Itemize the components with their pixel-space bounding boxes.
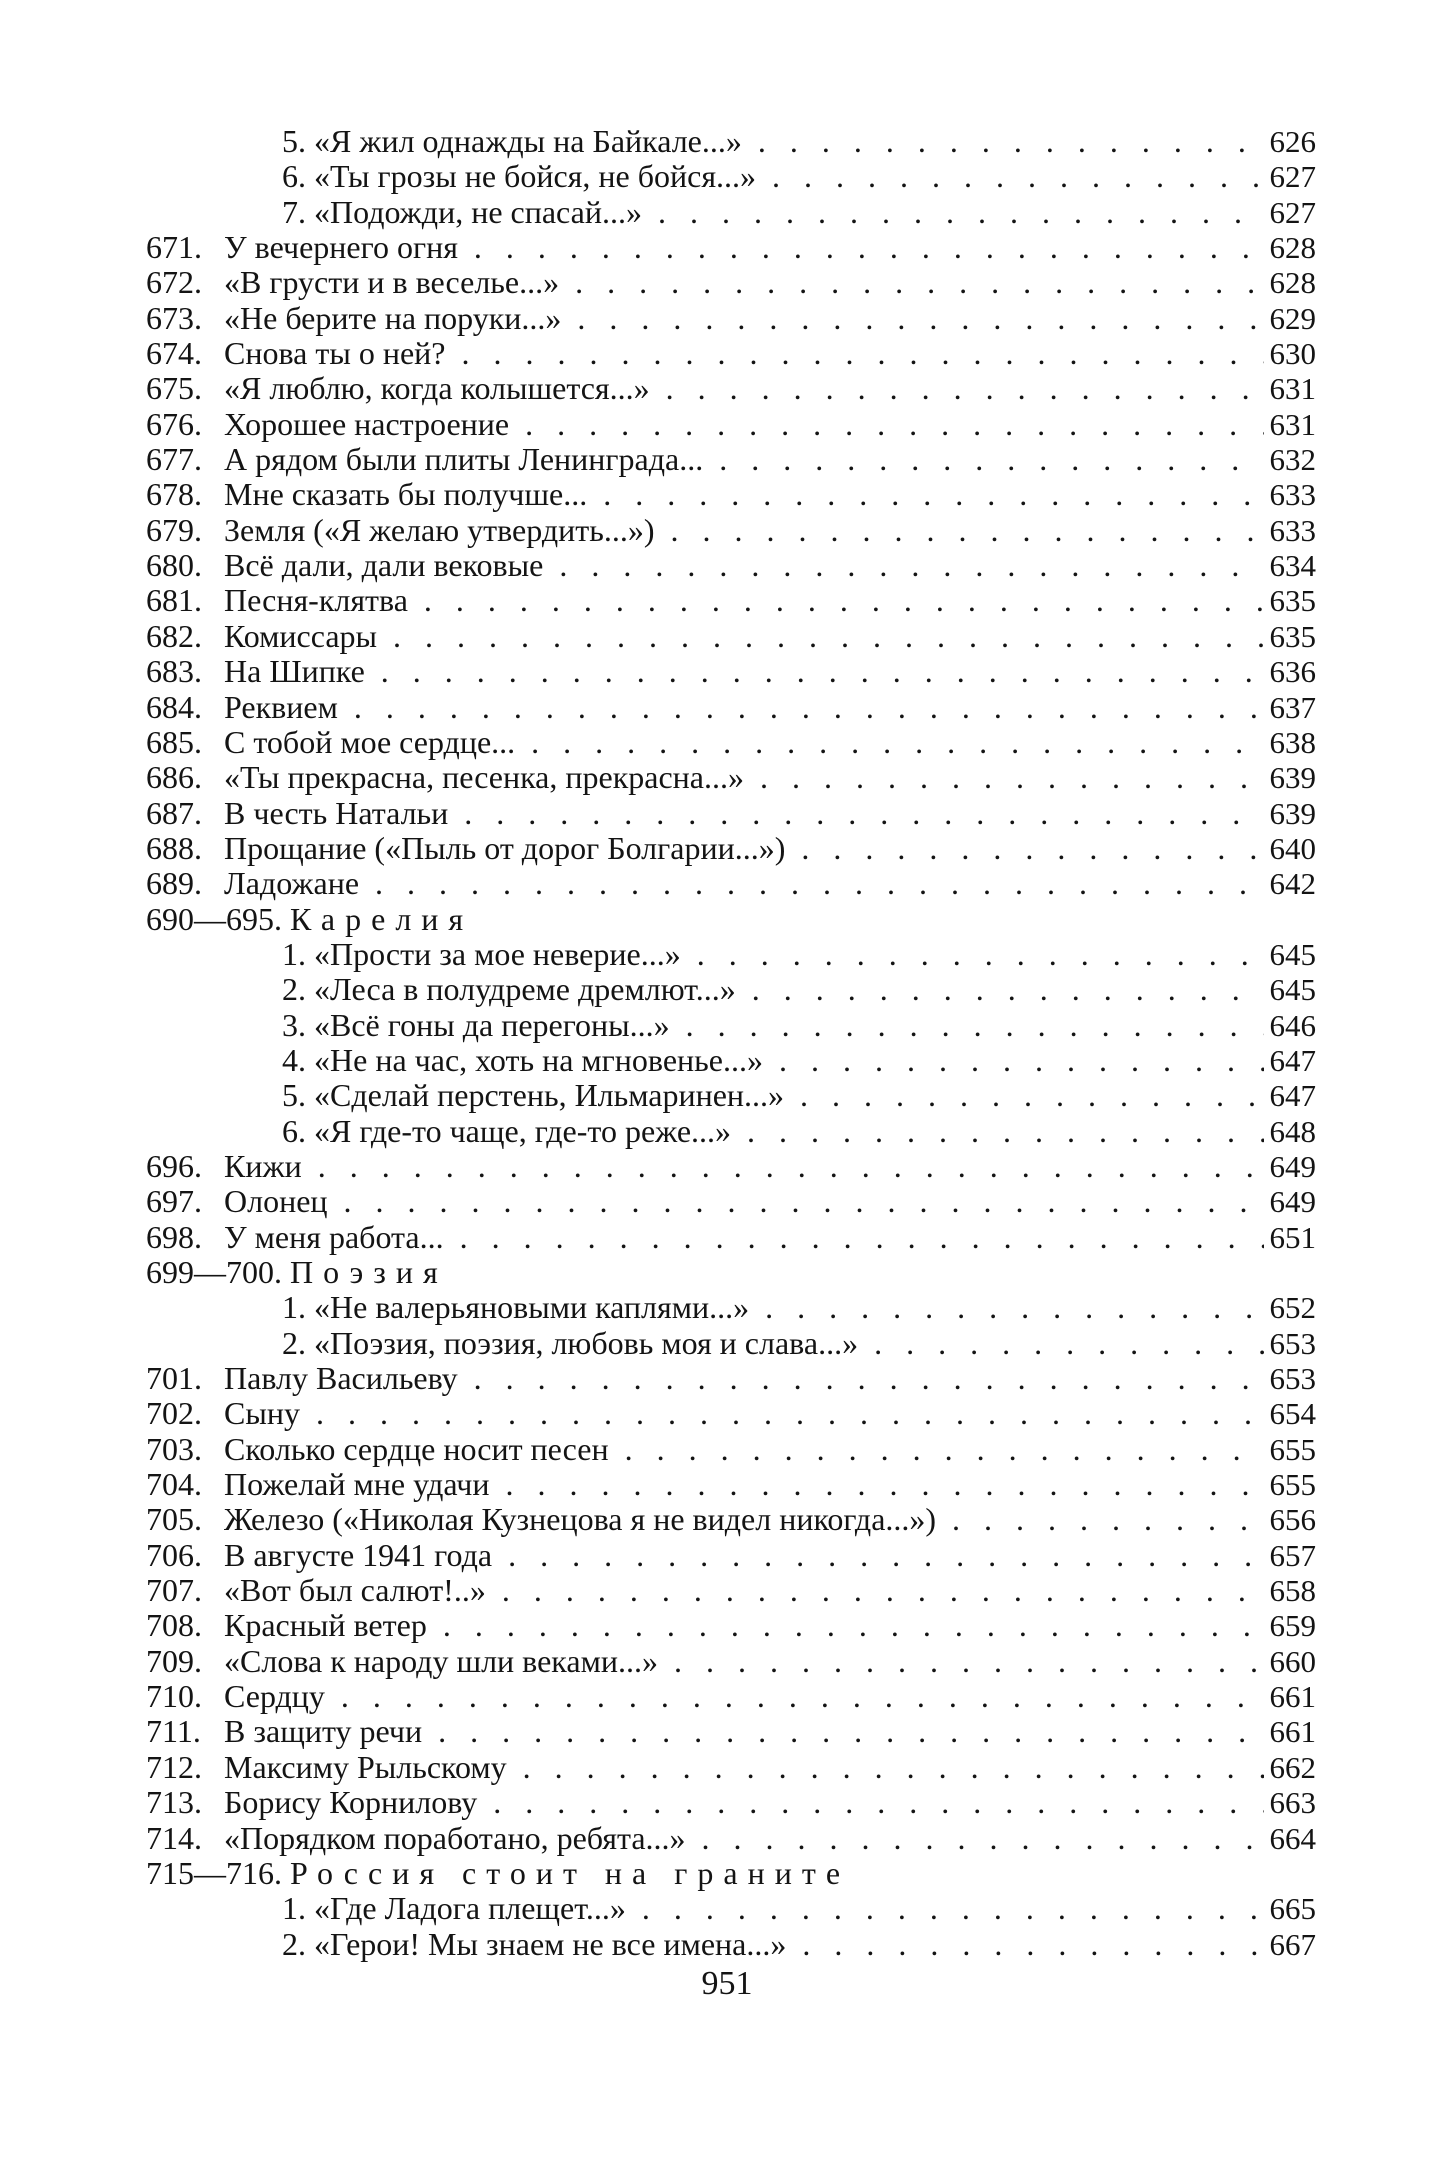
toc-entry-title <box>224 1644 1309 1679</box>
toc-entry <box>0 442 1454 477</box>
toc-page-number: 647 <box>1264 1078 1317 1113</box>
toc-page-number: 655 <box>1264 1432 1317 1467</box>
toc-entry <box>0 336 1454 371</box>
toc-subentry-number: 2. <box>282 1926 306 1962</box>
toc-entry-number: 704. <box>146 1466 202 1503</box>
toc-entry-title <box>224 371 1309 406</box>
toc-entry-title <box>224 583 1309 618</box>
toc-entry-text: Максиму Рыльскому <box>224 1749 507 1785</box>
toc-entry <box>0 831 1454 866</box>
toc-page-number: 658 <box>1264 1573 1317 1608</box>
toc-entry <box>0 1326 1454 1361</box>
toc-entry-text: «Я люблю, когда колышется...» <box>224 371 650 407</box>
toc-entry <box>0 1608 1454 1643</box>
toc-entry-text: «Всё гоны да перегоны...» <box>314 1007 670 1043</box>
page-number: 951 <box>701 1965 753 2002</box>
toc-entry-text: Ладожане <box>224 866 360 902</box>
toc-entry-text: «Я жил однажды на Байкале...» <box>314 124 742 159</box>
toc-entry-text: «Ты прекрасна, песенка, прекрасна...» <box>224 760 744 796</box>
toc-entry-number: 684. <box>146 688 202 725</box>
toc-entry-text: Хорошее настроение <box>224 406 510 442</box>
toc-page-number: 638 <box>1264 725 1317 760</box>
toc-section-number: 699—700. <box>146 1255 282 1290</box>
toc-entry-text: У меня работа... <box>224 1219 444 1255</box>
toc-entry-text: Прощание («Пыль от дорог Болгарии...») <box>224 830 786 866</box>
toc-entry <box>0 1432 1454 1467</box>
toc-page-number: 626 <box>1264 124 1317 159</box>
toc-entry <box>0 1573 1454 1608</box>
toc-entry-text: Красный ветер <box>224 1608 427 1644</box>
toc-page-number: 635 <box>1264 583 1317 618</box>
toc-page-number: 633 <box>1264 513 1317 548</box>
toc-entry-text: «Поэзия, поэзия, любовь моя и слава...» <box>314 1325 859 1361</box>
toc-page-number: 635 <box>1264 619 1317 654</box>
toc-page-number: 642 <box>1264 866 1317 901</box>
toc-entry-number: 706. <box>146 1536 202 1573</box>
toc-page-number: 631 <box>1264 371 1317 406</box>
toc-section-label: Карелия <box>290 901 474 937</box>
toc-entry-number: 696. <box>146 1147 202 1184</box>
toc-entry-title <box>224 760 1309 795</box>
toc-entry-number: 688. <box>146 829 202 866</box>
toc-page-number: 654 <box>1264 1396 1317 1431</box>
toc-entry-title <box>224 1714 1309 1749</box>
toc-entry-title <box>224 796 1309 831</box>
toc-entry <box>0 265 1454 300</box>
toc-entry <box>0 301 1454 336</box>
toc-page-number: 631 <box>1264 407 1317 442</box>
toc-entry <box>0 1750 1454 1785</box>
toc-entry-title <box>224 513 1309 548</box>
toc-entry <box>0 1290 1454 1325</box>
toc-entry <box>0 1220 1454 1255</box>
toc-entry-text: Сыну <box>224 1396 300 1432</box>
toc-entry-title <box>282 195 1309 230</box>
toc-entry-title <box>282 124 1309 159</box>
toc-page-number: 662 <box>1264 1750 1317 1785</box>
toc-entry-number: 689. <box>146 865 202 902</box>
toc-entry-number: 709. <box>146 1642 202 1679</box>
toc-entry <box>0 159 1454 194</box>
toc-entry <box>0 1502 1454 1537</box>
toc-entry-title <box>282 1114 1309 1149</box>
toc-entry-title <box>224 1220 1309 1255</box>
toc-entry-number: 676. <box>146 405 202 442</box>
toc-entry-number: 685. <box>146 723 202 760</box>
toc-subentry-number: 5. <box>282 124 306 159</box>
toc-entry <box>0 1644 1454 1679</box>
toc-page-number: 632 <box>1264 442 1317 477</box>
table-of-contents <box>0 124 1454 1962</box>
toc-section-heading <box>0 1856 1454 1891</box>
toc-entry-number: 708. <box>146 1607 202 1644</box>
toc-entry <box>0 1078 1454 1113</box>
toc-entry-title <box>224 1361 1309 1396</box>
toc-entry-number: 705. <box>146 1501 202 1538</box>
toc-entry-title <box>224 265 1309 300</box>
toc-page-number: 660 <box>1264 1644 1317 1679</box>
toc-page-number: 630 <box>1264 336 1317 371</box>
toc-entry-number: 683. <box>146 653 202 690</box>
toc-entry <box>0 796 1454 831</box>
toc-entry-text: «Прости за мое неверие...» <box>314 936 681 972</box>
toc-entry-text: А рядом были плиты Ленинграда... <box>224 442 704 478</box>
toc-entry-title <box>282 159 1309 194</box>
toc-entry <box>0 760 1454 795</box>
toc-entry-number: 707. <box>146 1572 202 1609</box>
toc-subentry-number: 2. <box>282 1325 306 1361</box>
toc-entry-text: Сердцу <box>224 1679 325 1715</box>
toc-entry-text: Пожелай мне удачи <box>224 1467 490 1503</box>
toc-page-number: 640 <box>1264 831 1317 866</box>
toc-entry-number: 675. <box>146 370 202 407</box>
toc-entry <box>0 513 1454 548</box>
toc-entry-text: «Я где-то чаще, где-то реже...» <box>314 1113 732 1149</box>
toc-entry-title <box>282 1078 1309 1113</box>
toc-entry-title <box>224 725 1309 760</box>
toc-page-number: 637 <box>1264 690 1317 725</box>
toc-entry-text: Всё дали, дали вековые <box>224 548 544 584</box>
toc-page-number: 655 <box>1264 1467 1317 1502</box>
toc-page-number: 645 <box>1264 937 1317 972</box>
toc-section-heading <box>0 1255 1454 1290</box>
toc-entry <box>0 1821 1454 1856</box>
toc-entry-title <box>224 336 1309 371</box>
toc-entry <box>0 725 1454 760</box>
toc-page-number: 645 <box>1264 972 1317 1007</box>
toc-entry <box>0 619 1454 654</box>
toc-entry-text: В защиту речи <box>224 1714 423 1750</box>
toc-entry-title <box>224 1396 1309 1431</box>
toc-subentry-number: 1. <box>282 936 306 972</box>
toc-entry <box>0 1467 1454 1502</box>
toc-entry-title <box>224 1750 1309 1785</box>
toc-page-number: 646 <box>1264 1008 1317 1043</box>
toc-entry-title <box>224 866 1309 901</box>
toc-entry <box>0 1714 1454 1749</box>
toc-entry <box>0 866 1454 901</box>
toc-page-number: 647 <box>1264 1043 1317 1078</box>
toc-entry-title <box>224 1467 1309 1502</box>
toc-entry-text: «Ты грозы не бойся, не бойся...» <box>314 159 757 195</box>
toc-entry-text: Сколько сердце носит песен <box>224 1431 609 1467</box>
toc-subentry-number: 4. <box>282 1042 306 1078</box>
toc-entry <box>0 124 1454 159</box>
toc-entry-title <box>224 690 1309 725</box>
toc-entry-number: 673. <box>146 299 202 336</box>
toc-page-number: 663 <box>1264 1785 1317 1820</box>
toc-entry-title <box>282 972 1309 1007</box>
toc-entry-number: 686. <box>146 759 202 796</box>
toc-subentry-number: 6. <box>282 159 306 195</box>
toc-entry-number: 677. <box>146 441 202 478</box>
toc-entry-text: У вечернего огня <box>224 230 458 266</box>
toc-section-heading <box>0 902 1454 937</box>
toc-entry-title <box>224 301 1309 336</box>
toc-entry-number: 682. <box>146 617 202 654</box>
toc-entry-text: Комиссары <box>224 618 378 654</box>
toc-entry-number: 703. <box>146 1430 202 1467</box>
toc-entry-text: С тобой мое сердце... <box>224 724 516 760</box>
toc-entry-text: «Слова к народу шли веками...» <box>224 1643 658 1679</box>
toc-page-number: 636 <box>1264 654 1317 689</box>
toc-page-number: 652 <box>1264 1290 1317 1325</box>
toc-entry <box>0 972 1454 1007</box>
toc-entry-title <box>224 1149 1309 1184</box>
toc-page-number: 629 <box>1264 301 1317 336</box>
toc-entry-text: «Леса в полудреме дремлют...» <box>314 972 736 1008</box>
toc-entry <box>0 195 1454 230</box>
toc-entry <box>0 937 1454 972</box>
toc-entry-text: «Герои! Мы знаем не все имена...» <box>314 1926 787 1962</box>
toc-subentry-number: 2. <box>282 972 306 1008</box>
toc-entry-title <box>224 1821 1309 1856</box>
toc-entry <box>0 1149 1454 1184</box>
toc-entry-title <box>282 937 1309 972</box>
toc-entry-text: Кижи <box>224 1148 302 1184</box>
toc-subentry-number: 5. <box>282 1078 306 1114</box>
toc-entry-text: «Не на час, хоть на мгновенье...» <box>314 1042 763 1078</box>
toc-section-title <box>146 1856 850 1891</box>
toc-entry <box>0 1679 1454 1714</box>
toc-entry-title <box>224 1785 1309 1820</box>
toc-entry <box>0 1891 1454 1926</box>
toc-entry-number: 674. <box>146 335 202 372</box>
toc-entry-number: 701. <box>146 1360 202 1397</box>
toc-page-number: 627 <box>1264 195 1317 230</box>
toc-entry-title <box>224 619 1309 654</box>
toc-entry-title <box>224 1573 1309 1608</box>
toc-entry-title <box>224 230 1309 265</box>
toc-section-label: Россия стоит на граните <box>290 1855 851 1891</box>
toc-page-number: 651 <box>1264 1220 1317 1255</box>
toc-page-number: 653 <box>1264 1326 1317 1361</box>
toc-page-number: 628 <box>1264 265 1317 300</box>
toc-entry <box>0 477 1454 512</box>
toc-entry-title <box>224 1679 1309 1714</box>
toc-entry-text: «Где Ладога плещет...» <box>314 1891 626 1927</box>
toc-entry <box>0 654 1454 689</box>
toc-entry-title <box>224 1608 1309 1643</box>
toc-page-number: 661 <box>1264 1714 1317 1749</box>
toc-entry-number: 681. <box>146 582 202 619</box>
toc-entry <box>0 1043 1454 1078</box>
toc-subentry-number: 7. <box>282 194 306 230</box>
toc-section-number: 690—695. <box>146 901 282 937</box>
toc-entry-title <box>224 442 1309 477</box>
toc-entry <box>0 1927 1454 1962</box>
toc-entry-text: «В грусти и в веселье...» <box>224 265 560 301</box>
toc-entry-number: 713. <box>146 1784 202 1821</box>
toc-entry-number: 697. <box>146 1183 202 1220</box>
toc-entry-title <box>282 1927 1309 1962</box>
toc-entry-title <box>282 1326 1309 1361</box>
toc-page-number: 659 <box>1264 1608 1317 1643</box>
toc-subentry-number: 1. <box>282 1891 306 1927</box>
toc-page-number: 648 <box>1264 1114 1317 1149</box>
toc-page-number: 639 <box>1264 796 1317 831</box>
toc-entry-number: 678. <box>146 476 202 513</box>
toc-entry-title <box>282 1290 1309 1325</box>
toc-entry-title <box>224 654 1309 689</box>
toc-entry <box>0 1008 1454 1043</box>
toc-page-number: 633 <box>1264 477 1317 512</box>
toc-entry-title <box>224 1432 1309 1467</box>
toc-section-title <box>146 902 473 937</box>
toc-entry-text: Снова ты о ней? <box>224 336 446 372</box>
toc-entry-number: 672. <box>146 264 202 301</box>
toc-page-number: 653 <box>1264 1361 1317 1396</box>
toc-page-number: 664 <box>1264 1821 1317 1856</box>
toc-entry-title <box>224 1184 1309 1219</box>
toc-entry-text: Железо («Николая Кузнецова я не видел никогда...») <box>224 1502 937 1538</box>
toc-entry-number: 687. <box>146 794 202 831</box>
toc-entry-text: Борису Корнилову <box>224 1785 478 1821</box>
toc-entry-text: Реквием <box>224 689 338 725</box>
toc-entry-text: «Не берите на поруки...» <box>224 300 562 336</box>
toc-entry-number: 702. <box>146 1395 202 1432</box>
toc-page-number: 667 <box>1264 1927 1317 1962</box>
toc-page-number: 656 <box>1264 1502 1317 1537</box>
toc-entry-text: «Сделай перстень, Ильмаринен...» <box>314 1078 785 1114</box>
toc-section-number: 715—716. <box>146 1855 282 1891</box>
toc-entry <box>0 407 1454 442</box>
toc-page-number: 649 <box>1264 1184 1317 1219</box>
toc-entry-text: Олонец <box>224 1184 328 1220</box>
toc-entry-title <box>224 407 1309 442</box>
toc-entry-number: 714. <box>146 1819 202 1856</box>
toc-entry-text: Земля («Я желаю утвердить...») <box>224 512 655 548</box>
toc-entry <box>0 548 1454 583</box>
toc-entry-text: Павлу Васильеву <box>224 1361 458 1397</box>
toc-entry-title <box>224 477 1309 512</box>
toc-entry-number: 680. <box>146 547 202 584</box>
toc-entry <box>0 1538 1454 1573</box>
toc-entry-title <box>282 1008 1309 1043</box>
toc-subentry-number: 6. <box>282 1113 306 1149</box>
toc-entry-number: 671. <box>146 229 202 266</box>
toc-entry <box>0 1114 1454 1149</box>
toc-entry <box>0 371 1454 406</box>
toc-entry <box>0 230 1454 265</box>
toc-subentry-number: 1. <box>282 1290 306 1326</box>
toc-entry <box>0 690 1454 725</box>
toc-entry-number: 679. <box>146 511 202 548</box>
toc-entry-number: 712. <box>146 1748 202 1785</box>
toc-page-number: 665 <box>1264 1891 1317 1926</box>
toc-entry <box>0 1785 1454 1820</box>
toc-entry <box>0 583 1454 618</box>
toc-entry-title <box>282 1891 1309 1926</box>
toc-entry-number: 698. <box>146 1218 202 1255</box>
toc-entry-text: В августе 1941 года <box>224 1537 493 1573</box>
toc-subentry-number: 3. <box>282 1007 306 1043</box>
toc-page-number: 657 <box>1264 1538 1317 1573</box>
toc-page-number: 634 <box>1264 548 1317 583</box>
toc-page-number: 661 <box>1264 1679 1317 1714</box>
toc-entry-text: «Не валерьяновыми каплями...» <box>314 1290 750 1326</box>
toc-entry-text: В честь Натальи <box>224 795 449 831</box>
toc-page-number: 627 <box>1264 159 1317 194</box>
toc-entry-text: Мне сказать бы получше... <box>224 477 588 513</box>
toc-entry-text: «Подожди, не спасай...» <box>314 194 642 230</box>
toc-entry-text: «Порядком поработано, ребята...» <box>224 1820 686 1856</box>
toc-section-label: Поэзия <box>290 1255 448 1290</box>
toc-page-number: 628 <box>1264 230 1317 265</box>
toc-entry <box>0 1361 1454 1396</box>
toc-entry <box>0 1396 1454 1431</box>
toc-page-number: 639 <box>1264 760 1317 795</box>
toc-entry-number: 710. <box>146 1678 202 1715</box>
toc-entry-text: «Вот был салют!..» <box>224 1573 486 1609</box>
toc-entry-title <box>224 1538 1309 1573</box>
toc-page-number: 649 <box>1264 1149 1317 1184</box>
toc-entry-title <box>224 831 1309 866</box>
toc-entry <box>0 1184 1454 1219</box>
toc-entry-text: Песня-клятва <box>224 583 408 619</box>
toc-entry-title <box>224 548 1309 583</box>
toc-entry-title <box>224 1502 1309 1537</box>
toc-entry-title <box>282 1043 1309 1078</box>
toc-section-title <box>146 1255 448 1290</box>
toc-entry-text: На Шипке <box>224 654 365 690</box>
toc-entry-number: 711. <box>146 1713 201 1750</box>
